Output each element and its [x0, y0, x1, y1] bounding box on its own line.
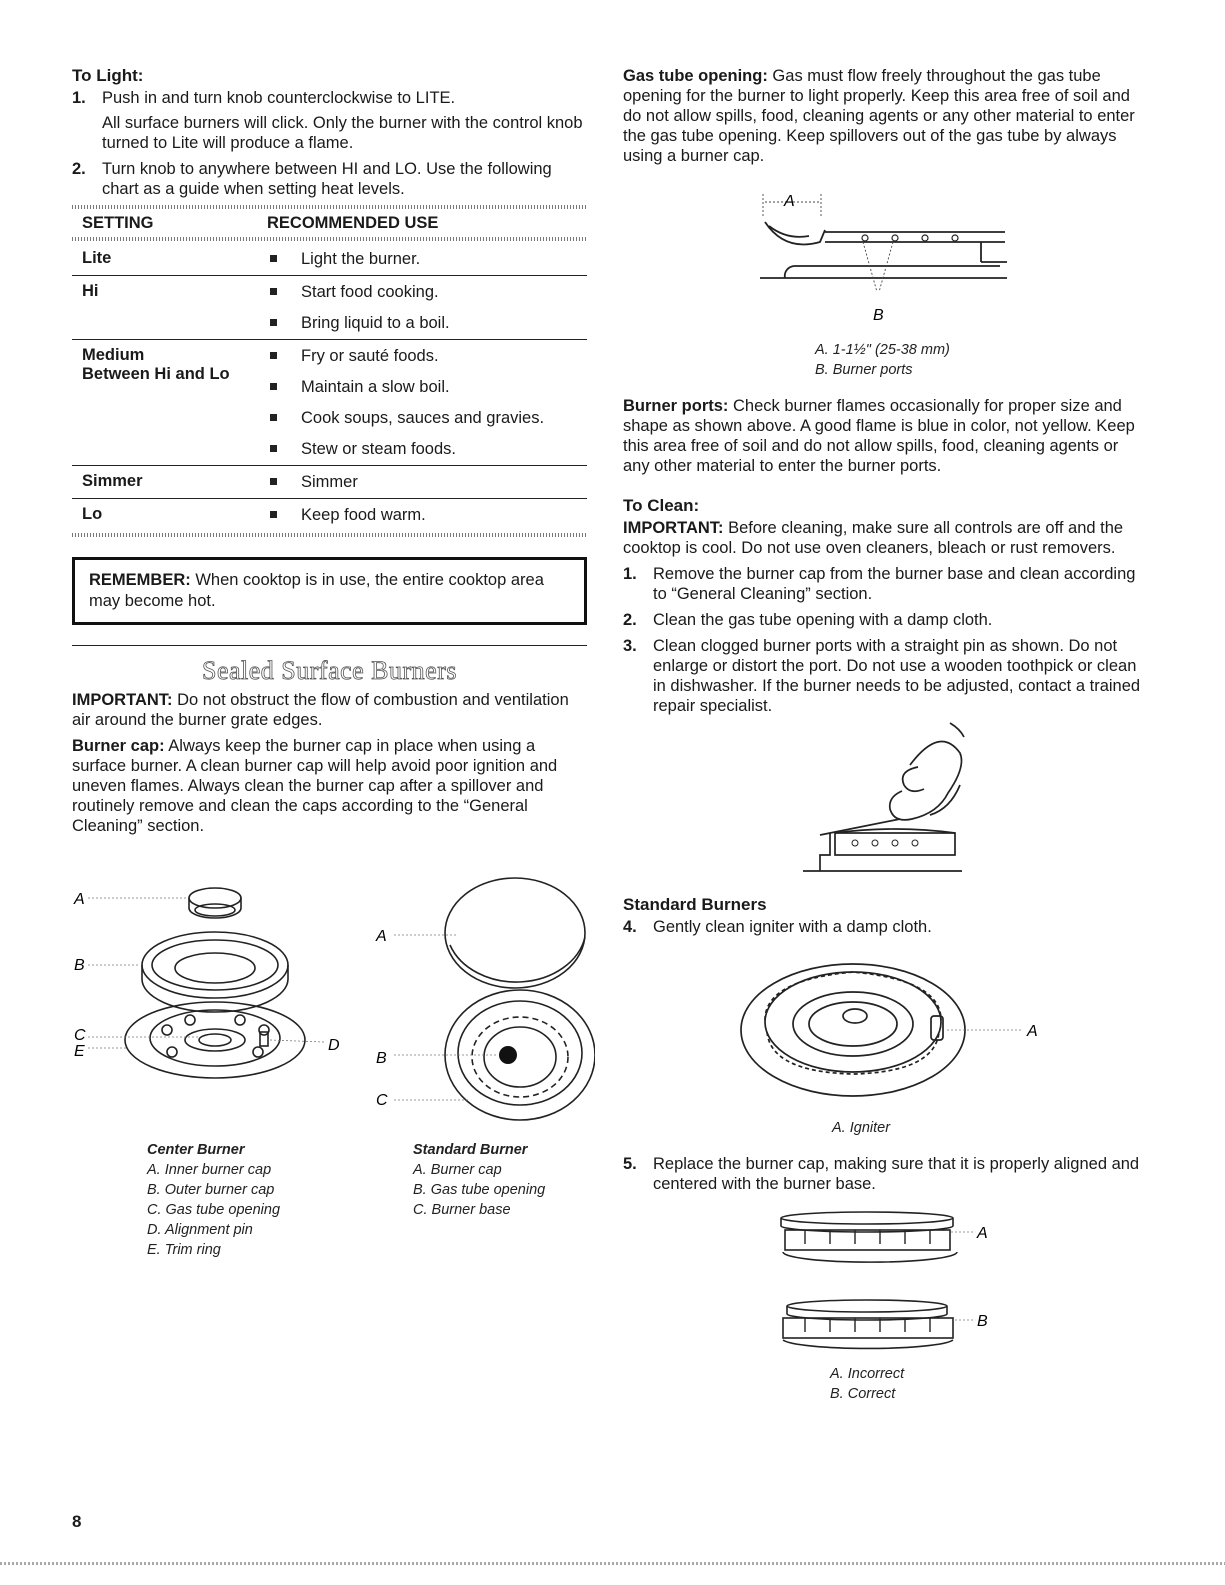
remember-box	[72, 557, 587, 625]
step-text: Remove the burner cap from the burner base and clean according to “General Cleaning” section.	[653, 565, 1136, 603]
label-c: C	[376, 1092, 388, 1109]
setting-cell	[72, 243, 257, 276]
gas-tube-text: Gas must flow freely throughout the gas tube opening for the burner to light properly. Keep this area free of soil and do not allow spills, food, cleaning agents or any other material to enter the gas tube opening. Keep spillovers out of the gas tube by always using a burner cap.	[623, 67, 1135, 165]
label-b: B	[873, 307, 884, 322]
to-light-heading: To Light:	[72, 66, 144, 85]
uses-cell	[257, 499, 587, 532]
clean-step-3	[623, 636, 1143, 716]
alignment-caption	[830, 1364, 904, 1404]
step-number: 2.	[72, 160, 86, 178]
uses-cell	[257, 243, 587, 276]
table-row	[72, 466, 587, 499]
caption-item: A. 1-1½" (25-38 mm)	[815, 342, 950, 358]
label-a: A	[977, 1225, 988, 1242]
cap-alignment-illustration	[775, 1208, 1000, 1368]
standard-burners-section	[623, 895, 1143, 943]
burner-ports-para	[623, 396, 1143, 476]
important-label: IMPORTANT:	[72, 691, 173, 709]
caption-item: B. Gas tube opening	[413, 1182, 546, 1198]
caption-item: D. Alignment pin	[147, 1222, 253, 1238]
setting-cell	[72, 340, 257, 466]
table-row	[72, 276, 587, 340]
center-burner-caption	[147, 1140, 280, 1260]
setting-label: Simmer	[82, 472, 143, 490]
to-clean-heading: To Clean:	[623, 496, 700, 515]
remember-label: REMEMBER:	[89, 571, 191, 589]
setting-cell	[72, 499, 257, 532]
to-light-step-1	[72, 88, 587, 153]
caption-item: E. Trim ring	[147, 1242, 221, 1258]
caption-item: A. Inner burner cap	[147, 1162, 272, 1178]
step-text-2: All surface burners will click. Only the burner with the control knob turned to Lite will produce a flame.	[102, 114, 583, 152]
caption-item: B. Outer burner cap	[147, 1182, 275, 1198]
caption-item: C. Burner base	[413, 1202, 511, 1218]
uses-cell	[257, 276, 587, 340]
burner-ports-illustration	[755, 182, 1015, 322]
step-number: 5.	[623, 1155, 637, 1173]
burner-cap-label: Burner cap:	[72, 737, 165, 755]
step-text: Turn knob to anywhere between HI and LO. Use the following chart as a guide when setting heat levels.	[102, 160, 552, 198]
use-item: Keep food warm.	[267, 505, 587, 525]
burner-cap-para	[72, 736, 587, 836]
label-d: D	[328, 1037, 340, 1054]
use-item: Simmer	[267, 472, 587, 492]
right-column	[623, 66, 1143, 172]
step-number: 2.	[623, 611, 637, 629]
burner-ports-label: Burner ports:	[623, 397, 729, 415]
important-label: IMPORTANT:	[623, 519, 724, 537]
setting-cell	[72, 276, 257, 340]
label-b: B	[977, 1313, 988, 1330]
chart-header-rule	[72, 237, 587, 241]
use-item: Stew or steam foods.	[267, 439, 587, 459]
uses-cell	[257, 340, 587, 466]
igniter-caption: A. Igniter	[832, 1120, 891, 1136]
col-use-header: RECOMMENDED USE	[267, 214, 439, 232]
caption-item: C. Gas tube opening	[147, 1202, 281, 1218]
step-text: Push in and turn knob counterclockwise to LITE.	[102, 89, 456, 107]
clean-step-2	[623, 610, 1143, 630]
heat-settings-chart	[72, 211, 587, 531]
center-burner-illustration	[72, 880, 362, 1090]
label-c: C	[74, 1027, 86, 1044]
table-row	[72, 340, 587, 466]
gas-tube-label: Gas tube opening:	[623, 67, 768, 85]
use-item: Bring liquid to a boil.	[267, 313, 587, 333]
sealed-important-para	[72, 690, 587, 730]
clean-step-4	[623, 917, 1143, 937]
setting-label: Hi	[82, 282, 99, 300]
caption-item: B. Burner ports	[815, 362, 913, 378]
step-text: Gently clean igniter with a damp cloth.	[653, 918, 932, 936]
step-5-section	[623, 1154, 1143, 1200]
standard-burners-heading: Standard Burners	[623, 895, 767, 914]
burner-cap-text: Always keep the burner cap in place when using a surface burner. A clean burner cap will help avoid poor ignition and uneven flames. Always clean the burner cap after a spillover and routinely remove and clean the caps according to the “General Cleaning” section.	[72, 737, 558, 835]
use-item: Maintain a slow boil.	[267, 377, 587, 397]
label-a: A	[376, 928, 387, 945]
burner-ports-text: Check burner flames occasionally for proper size and shape as shown above. A good flame is blue in color, not yellow. Keep this area free of soil and do not allow spills, food, cleaning agents or any other material to enter the burner ports.	[623, 397, 1135, 475]
caption-item: A. Burner cap	[413, 1162, 502, 1178]
use-item: Start food cooking.	[267, 282, 587, 302]
important-text: Before cleaning, make sure all controls are off and the cooktop is cool. Do not use oven cleaners, bleach or rust removers.	[623, 519, 1124, 557]
label-b: B	[376, 1050, 387, 1067]
uses-cell	[257, 466, 587, 499]
step-text: Clean the gas tube opening with a damp cloth.	[653, 611, 993, 629]
caption-item: A. Incorrect	[830, 1366, 905, 1382]
step-text: Replace the burner cap, making sure that it is properly aligned and centered with the burner base.	[653, 1155, 1140, 1193]
clean-step-5	[623, 1154, 1143, 1194]
page-number: 8	[72, 1512, 82, 1531]
setting-label: Lo	[82, 505, 103, 523]
cleaning-pin-illustration	[800, 715, 970, 875]
label-a: A	[74, 891, 85, 908]
table-row	[72, 243, 587, 276]
use-item: Cook soups, sauces and gravies.	[267, 408, 587, 428]
caption-item: B. Correct	[830, 1386, 896, 1402]
setting-cell	[72, 466, 257, 499]
igniter-illustration	[735, 960, 1055, 1110]
step-number: 1.	[72, 89, 86, 107]
col-setting-header: SETTING	[82, 214, 154, 232]
step-number: 4.	[623, 918, 637, 936]
chart-bottom-rule	[72, 533, 587, 537]
caption-title: Center Burner	[147, 1142, 245, 1158]
right-column-middle	[623, 396, 1143, 722]
standard-burner-illustration	[370, 875, 595, 1140]
use-item: Fry or sauté foods.	[267, 346, 587, 366]
gas-tube-para	[623, 66, 1143, 166]
use-item: Light the burner.	[267, 249, 587, 269]
important-text: Do not obstruct the flow of combustion and ventilation air around the burner grate edges.	[72, 691, 569, 729]
to-light-step-2	[72, 159, 587, 199]
label-e: E	[74, 1043, 85, 1060]
setting-label: Lite	[82, 249, 112, 267]
step-text: Clean clogged burner ports with a straight pin as shown. Do not enlarge or distort the port. Do not use a wooden toothpick or clean in dishwasher. If the burner needs to be adjusted, contact a trained repair specialist.	[653, 637, 1141, 715]
standard-burner-caption	[413, 1140, 545, 1220]
step-number: 1.	[623, 565, 637, 583]
bottom-rule	[0, 1562, 1225, 1565]
label-a: A	[784, 193, 795, 210]
label-b: B	[74, 957, 85, 974]
setting-label: Medium	[82, 346, 145, 364]
burner-ports-caption	[815, 340, 950, 380]
step-number: 3.	[623, 637, 637, 655]
to-clean-important	[623, 518, 1143, 558]
chart-top-rule	[72, 205, 587, 209]
section-title: Sealed Surface Burners	[201, 656, 458, 685]
table-row	[72, 499, 587, 532]
clean-step-1	[623, 564, 1143, 604]
remember-text: When cooktop is in use, the entire cooktop area may become hot.	[89, 571, 544, 610]
caption-title: Standard Burner	[413, 1142, 528, 1158]
left-column	[72, 66, 587, 842]
setting-label-2: Between Hi and Lo	[82, 365, 230, 383]
label-a: A	[1027, 1023, 1038, 1040]
section-divider	[72, 645, 587, 646]
